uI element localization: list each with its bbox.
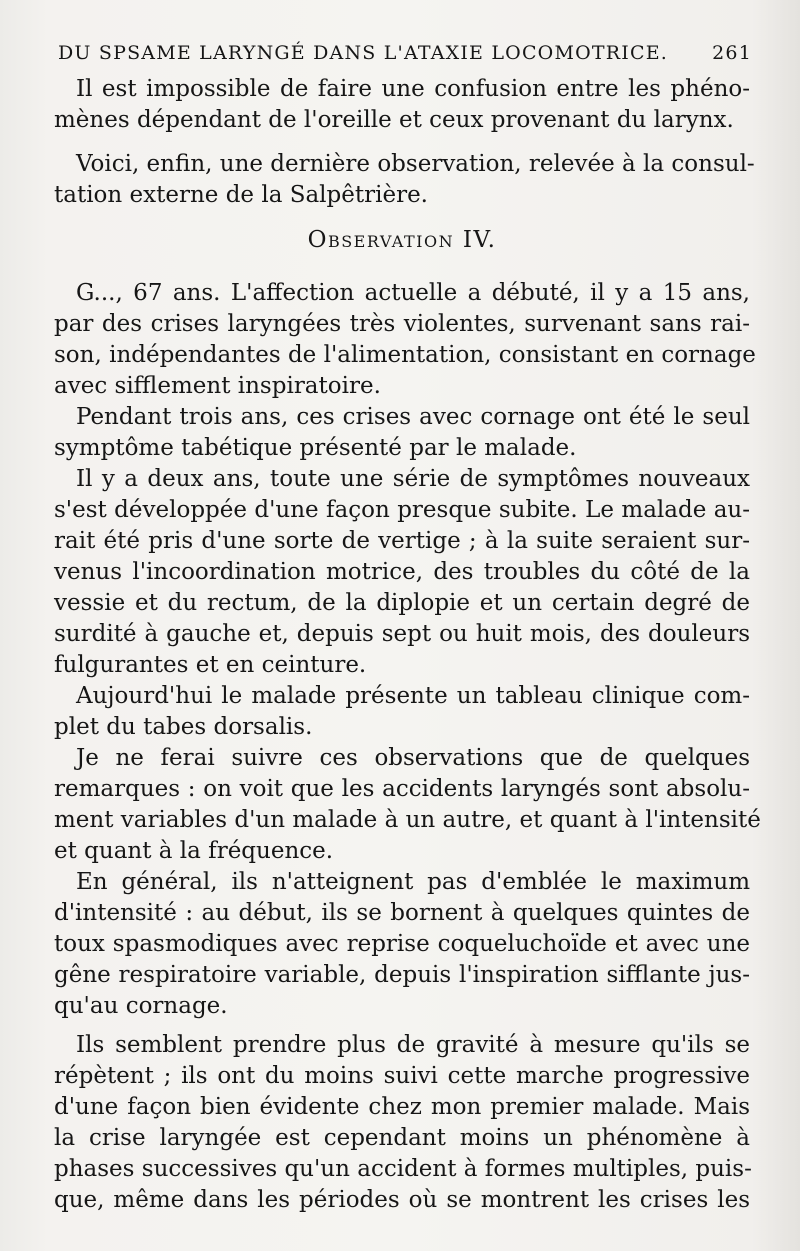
text-line: Aujourd'hui le malade présente un tableau clinique com-	[76, 683, 750, 709]
observation-paragraph-4	[54, 681, 750, 743]
text-line: Il y a deux ans, toute une série de symptômes nouveaux	[76, 466, 750, 492]
text-line: d'une façon bien évidente chez mon premier malade. Mais	[54, 1094, 750, 1120]
observation-paragraph-1	[54, 278, 756, 402]
paragraph-intro-2	[54, 149, 755, 211]
text-line: qu'au cornage.	[54, 993, 228, 1019]
observation-heading: Observation IV.	[307, 227, 497, 253]
text-line: d'intensité : au début, ils se bornent à quelques quintes de	[54, 900, 750, 926]
text-line: phases successives qu'un accident à formes multiples, puis-	[54, 1156, 752, 1182]
text-line: tation externe de la Salpêtrière.	[54, 182, 428, 208]
text-line: mènes dépendant de l'oreille et ceux provenant du larynx.	[54, 107, 734, 133]
text-line: Voici, enfin, une dernière observation, relevée à la consul-	[76, 151, 755, 177]
text-line: G..., 67 ans. L'affection actuelle a débuté, il y a 15 ans,	[76, 280, 750, 306]
text-line: vessie et du rectum, de la diplopie et un certain degré de	[54, 590, 750, 616]
text-line: Pendant trois ans, ces crises avec cornage ont été le seul	[76, 404, 750, 430]
text-line: fulgurantes et en ceinture.	[54, 652, 367, 678]
observation-paragraph-5	[54, 743, 761, 867]
text-line: Il est impossible de faire une confusion entre les phéno-	[76, 76, 750, 102]
text-line: gêne respiratoire variable, depuis l'inspiration sifflante jus-	[54, 962, 750, 988]
text-line: Ils semblent prendre plus de gravité à mesure qu'ils se	[76, 1032, 750, 1058]
page-number: 261	[712, 42, 752, 64]
observation-paragraph-7	[54, 1030, 750, 1216]
running-head	[58, 42, 752, 72]
text-line: remarques : on voit que les accidents laryngés sont absolu-	[54, 776, 750, 802]
text-line: par des crises laryngées très violentes, survenant sans rai-	[54, 311, 750, 337]
observation-paragraph-2	[54, 402, 750, 464]
text-line: toux spasmodiques avec reprise coqueluchoïde et avec une	[54, 931, 750, 957]
text-line: symptôme tabétique présenté par le malade.	[54, 435, 577, 461]
observation-paragraph-3	[54, 464, 750, 681]
text-line: rait été pris d'une sorte de vertige ; à la suite seraient sur-	[54, 528, 750, 554]
text-line: surdité à gauche et, depuis sept ou huit mois, des douleurs	[54, 621, 750, 647]
text-line: avec sifflement inspiratoire.	[54, 373, 381, 399]
paragraph-intro-1	[54, 74, 750, 136]
text-line: répètent ; ils ont du moins suivi cette marche progressive	[54, 1063, 750, 1089]
text-line: son, indépendantes de l'alimentation, consistant en cornage	[54, 342, 756, 368]
text-line: s'est développée d'une façon presque subite. Le malade au-	[54, 497, 750, 523]
text-line: la crise laryngée est cependant moins un phénomène à	[54, 1125, 750, 1151]
text-line: En général, ils n'atteignent pas d'emblée le maximum	[76, 869, 750, 895]
text-line: venus l'incoordination motrice, des troubles du côté de la	[54, 559, 750, 585]
text-line: plet du tabes dorsalis.	[54, 714, 313, 740]
body-text	[54, 74, 761, 1216]
observation-paragraph-6	[54, 867, 750, 1022]
running-title: DU SPSAME LARYNGÉ DANS L'ATAXIE LOCOMOTRICE.	[58, 42, 669, 64]
text-line: Je ne ferai suivre ces observations que de quelques	[76, 745, 750, 771]
text-line: ment variables d'un malade à un autre, et quant à l'intensité	[54, 807, 761, 833]
text-line: que, même dans les périodes où se montrent les crises les	[54, 1187, 750, 1213]
text-line: et quant à la fréquence.	[54, 838, 334, 864]
